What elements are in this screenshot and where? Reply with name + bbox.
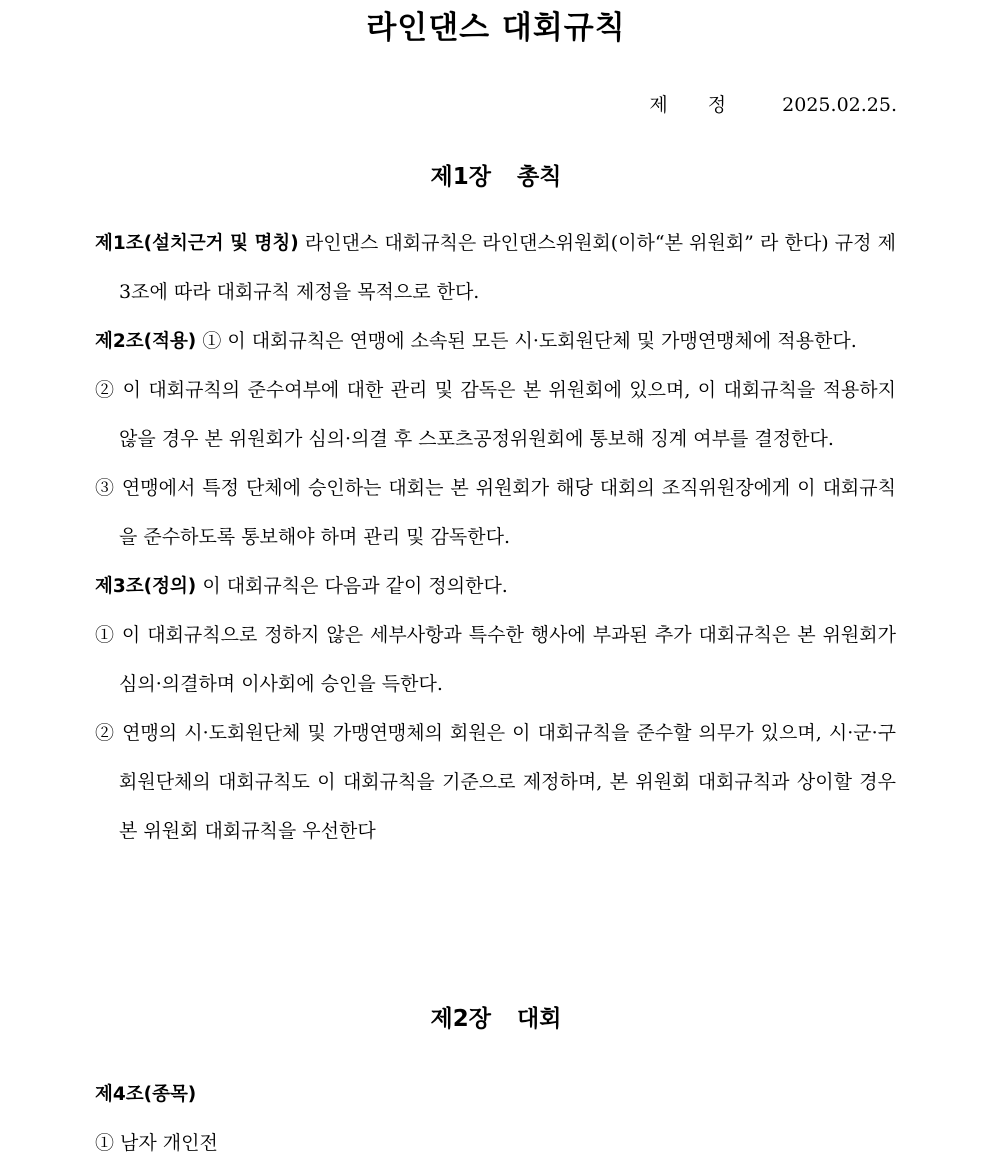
article-3 [95, 562, 896, 611]
article-3-title: 제3조(정의) [95, 576, 197, 597]
enactment-date: 2025.02.25. [782, 94, 897, 116]
article-1-text: 라인댄스 대회규칙은 라인댄스위원회(이하“본 위원회” 라 한다) 규정 제3조에 따라 대회규칙 제정을 목적으로 한다. [119, 232, 896, 303]
article-3-text: 이 대회규칙은 다음과 같이 정의한다. [202, 575, 508, 597]
chapter-2-heading: 제2장 대회 [430, 1006, 562, 1032]
article-4-item-1: ① 남자 개인전 [95, 1132, 218, 1154]
enactment-line [649, 90, 897, 117]
article-3-item-1: ① 이 대회규칙으로 정하지 않은 세부사항과 특수한 행사에 부과된 추가 대회규칙은 본 위원회가 심의·의결하며 이사회에 승인을 득한다. [95, 624, 896, 695]
article-2-item-3: ③ 연맹에서 특정 단체에 승인하는 대회는 본 위원회가 해당 대회의 조직위원장에게 이 대회규칙을 준수하도록 통보해야 하며 관리 및 감독한다. [95, 477, 896, 548]
chapter-1-heading: 제1장 총칙 [430, 164, 562, 190]
article-1-title: 제1조(설치근거 및 명칭) [95, 233, 299, 254]
article-2-item-2: ② 이 대회규칙의 준수여부에 대한 관리 및 감독은 본 위원회에 있으며, 이 대회규칙을 적용하지 않을 경우 본 위원회가 심의·의결 후 스포츠공정위원회에 통보해 징계 여부를 결정한다. [95, 379, 896, 450]
article-1 [95, 219, 896, 317]
chapter-2-body [95, 1070, 896, 1168]
article-4 [95, 1070, 896, 1119]
enactment-label: 제정 [649, 94, 767, 116]
article-2-text: ① 이 대회규칙은 연맹에 소속된 모든 시·도회원단체 및 가맹연맹체에 적용한다. [202, 330, 857, 352]
article-3-item-2: ② 연맹의 시·도회원단체 및 가맹연맹체의 회원은 이 대회규칙을 준수할 의무가 있으며, 시·군·구회원단체의 대회규칙도 이 대회규칙을 기준으로 제정하며, 본 위원회 대회규칙과 상이할 경우 본 위원회 대회규칙을 우선한다 [95, 722, 896, 842]
chapter-1-body [95, 219, 896, 856]
article-4-title: 제4조(종목) [95, 1084, 197, 1105]
document-title: 라인댄스 대회규칙 [366, 10, 626, 46]
article-2-title: 제2조(적용) [95, 331, 197, 352]
article-2 [95, 317, 896, 366]
